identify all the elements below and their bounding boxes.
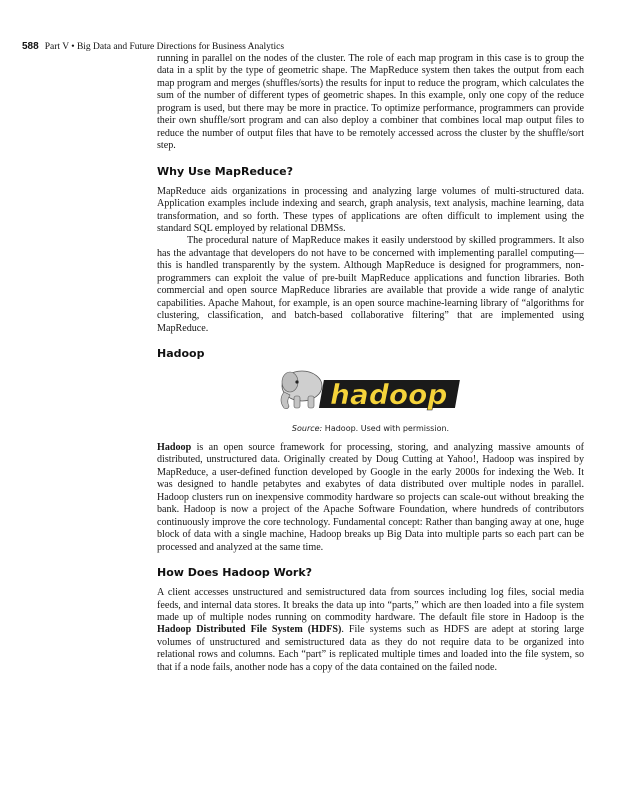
running-title: Part V • Big Data and Future Directions for Business Analytics <box>44 42 285 52</box>
paragraph-mapreduce-continued: running in parallel on the nodes of the cluster. The role of each map program in this case is to group the data in a split by the type of geometric shape. The MapReduce system then takes the output from each map program and merges (shuffles/sorts) the results for input to reduce the program, which calculates the sum of the number of different types of geometric shapes. In this example, only one copy of the reduce program is used, but there may be more in practice. To optimize performance, programmers can provide their own shuffle/sort program and can also deploy a combiner that combines local map output files to reduce the number of output files that have to be remotely accessed across the cluster by the shuffle/sort step. <box>157 53 584 152</box>
figure-caption <box>157 423 584 435</box>
paragraph-how-text-b: . File systems such as HDFS are adept at storing large volumes of unstructured and semistructured data as they do not require data to be organized into relational rows and columns. Each “part” is replicated multiple times and loaded into the file system, so that if a node fails, another node has a copy of the data contained on the failed node. <box>157 624 584 673</box>
logo-wordmark-text: hadoop <box>329 378 447 412</box>
hadoop-logo-figure <box>157 368 584 435</box>
page-number: 588 <box>22 41 39 52</box>
term-hadoop: Hadoop <box>157 441 192 453</box>
caption-source-label: Source: <box>291 423 323 433</box>
elephant-icon <box>281 371 322 409</box>
paragraph-why-1: MapReduce aids organizations in processing and analyzing large volumes of multi-structured data. Application examples include indexing and search, graph analysis, text analysis, machine learning, data transformation, and so forth. These types of applications are often difficult to implement using the standard SQL employed by relational DBMSs. <box>157 185 584 234</box>
caption-text: Hadoop. Used with permission. <box>322 423 450 433</box>
term-hdfs: Hadoop Distributed File System (HDFS) <box>157 624 342 636</box>
paragraph-how-hadoop-works <box>157 587 584 674</box>
heading-how-hadoop-works: How Does Hadoop Work? <box>157 566 313 580</box>
paragraph-hadoop <box>157 442 584 554</box>
hadoop-logo-image <box>276 368 466 412</box>
heading-hadoop: Hadoop <box>157 347 205 361</box>
body-text-column <box>157 53 584 674</box>
paragraph-how-text-a: A client accesses unstructured and semistructured data from sources including log files, social media feeds, and internal data stores. It breaks the data up into “parts,” which are then loaded into a file system made up of multiple nodes running on commodity hardware. The default file store in Hadoop is the <box>157 587 584 623</box>
hadoop-wordmark <box>318 378 459 411</box>
heading-why-use-mapreduce: Why Use MapReduce? <box>157 164 293 178</box>
paragraph-why-2: The procedural nature of MapReduce makes it easily understood by skilled programmers. It also has the advantage that developers do not have to be concerned with implementing parallel computing—this is handled transparently by the system. Although MapReduce is designed for programmers, non-programmers can exploit the value of pre-built MapReduce applications and function libraries. Both commercial and open source MapReduce libraries are available that provide a wide range of analytic capabilities. Apache Mahout, for example, is an open source machine-learning library of “algorithms for clustering, classification, and batch-based collaborative filtering” that are implemented using MapReduce. <box>157 235 584 334</box>
paragraph-hadoop-text: is an open source framework for processing, storing, and analyzing massive amounts of distributed, unstructured data. Originally created by Doug Cutting at Yahoo!, Hadoop was inspired by MapReduce, a user-defined function developed by Google in the early 2000s for indexing the Web. It was designed to handle petabytes and exabytes of data distributed over multiple nodes in parallel. Hadoop clusters run on inexpensive commodity hardware so projects can scale-out without breaking the bank. Hadoop is now a project of the Apache Software Foundation, where hundreds of contributors continuously improve the core technology. Fundamental concept: Rather than banging away at one, huge block of data with a single machine, Hadoop breaks up Big Data into multiple parts so each part can be processed and analyzed at the same time. <box>157 441 584 553</box>
running-header <box>22 41 284 52</box>
